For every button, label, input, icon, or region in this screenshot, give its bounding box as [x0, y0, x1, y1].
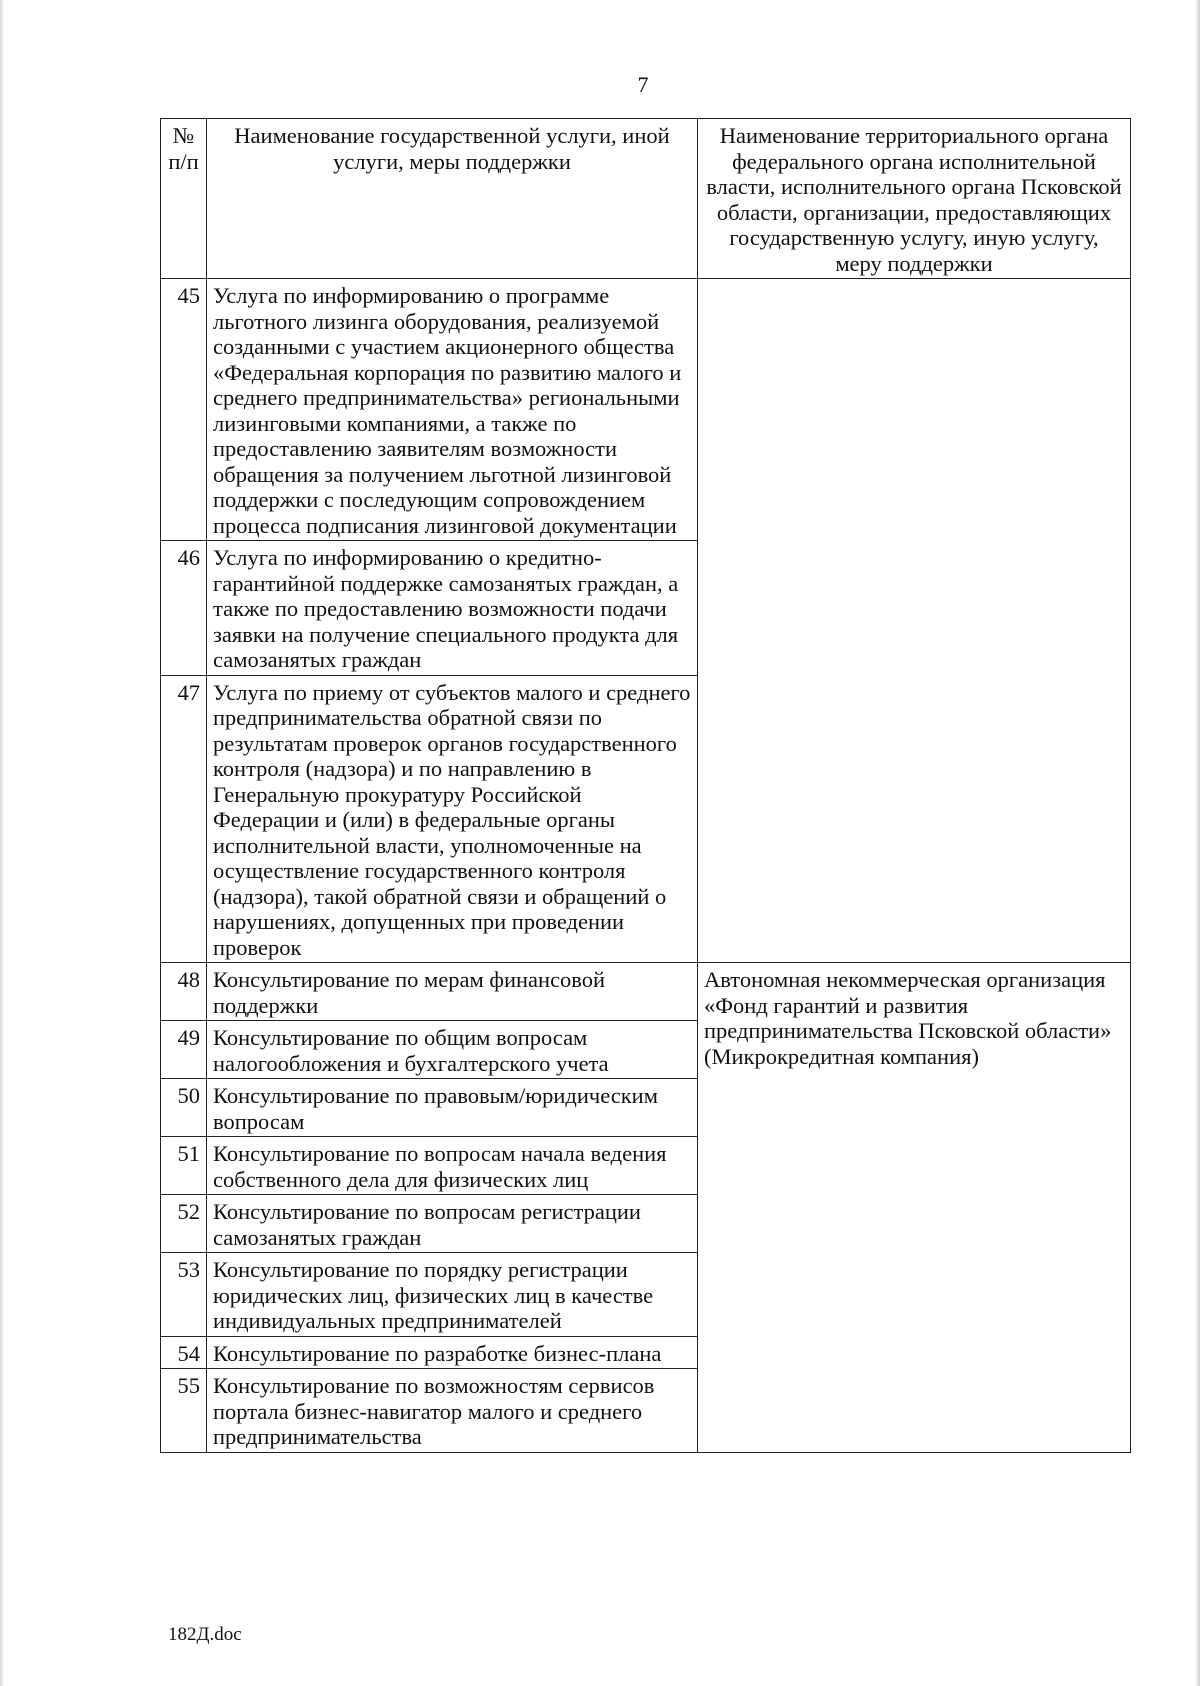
service-name: Консультирование по разработке бизнес-плана [207, 1336, 698, 1369]
service-name: Консультирование по возможностям сервисов портала бизнес-навигатор малого и среднего предпринимательства [207, 1369, 698, 1453]
service-name: Услуга по информированию о программе льготного лизинга оборудования, реализуемой созданными с участием акционерного общества «Федеральная корпорация по развитию малого и среднего предпринимательства» региональными лизинговыми компаниями, а также по предоставлению заявителям возможности обращения за получением льготной лизинговой поддержки с последующим сопровождением процесса подписания лизинговой документации [207, 279, 698, 541]
row-number: 48 [161, 963, 207, 1021]
row-number: 47 [161, 675, 207, 963]
row-number: 49 [161, 1021, 207, 1079]
service-name: Консультирование по правовым/юридическим вопросам [207, 1079, 698, 1137]
row-number: 46 [161, 541, 207, 676]
organization-cell-45-47 [698, 279, 1131, 963]
services-table [160, 118, 1131, 1453]
row-number: 51 [161, 1137, 207, 1195]
header-service-name: Наименование государственной услуги, иной услуги, меры поддержки [207, 119, 698, 279]
row-number: 54 [161, 1336, 207, 1369]
service-name: Услуга по информированию о кредитно-гарантийной поддержке самозанятых граждан, а также по предоставлению возможности подачи заявки на получение специального продукта для самозанятых граждан [207, 541, 698, 676]
service-name: Консультирование по мерам финансовой поддержки [207, 963, 698, 1021]
row-number: 50 [161, 1079, 207, 1137]
document-filename: 182Д.doc [168, 1624, 242, 1645]
scan-edge-left [0, 0, 4, 1686]
table-row [161, 279, 1131, 541]
scan-edge-right [1195, 0, 1200, 1686]
table-header-row [161, 119, 1131, 279]
row-number: 55 [161, 1369, 207, 1453]
header-number: № п/п [161, 119, 207, 279]
table-row [161, 963, 1131, 1021]
row-number: 52 [161, 1195, 207, 1253]
page-number: 7 [637, 72, 649, 97]
service-name: Консультирование по вопросам начала ведения собственного дела для физических лиц [207, 1137, 698, 1195]
header-organization: Наименование территориального органа федерального органа исполнительной власти, исполнительного органа Псковской области, организации, предоставляющих государственную услугу, иную услугу, меру поддержки [698, 119, 1131, 279]
row-number: 53 [161, 1253, 207, 1337]
organization-cell-48-55: Автономная некоммерческая организация «Фонд гарантий и развития предпринимательства Псковской области» (Микрокредитная компания) [698, 963, 1131, 1453]
service-name: Услуга по приему от субъектов малого и среднего предпринимательства обратной связи по результатам проверок органов государственного контроля (надзора) и по направлению в Генеральную прокуратуру Российской Федерации и (или) в федеральные органы исполнительной власти, уполномоченные на осуществление государственного контроля (надзора), такой обратной связи и обращений о нарушениях, допущенных при проведении проверок [207, 675, 698, 963]
service-name: Консультирование по порядку регистрации юридических лиц, физических лиц в качестве индивидуальных предпринимателей [207, 1253, 698, 1337]
service-name: Консультирование по вопросам регистрации самозанятых граждан [207, 1195, 698, 1253]
row-number: 45 [161, 279, 207, 541]
service-name: Консультирование по общим вопросам налогообложения и бухгалтерского учета [207, 1021, 698, 1079]
